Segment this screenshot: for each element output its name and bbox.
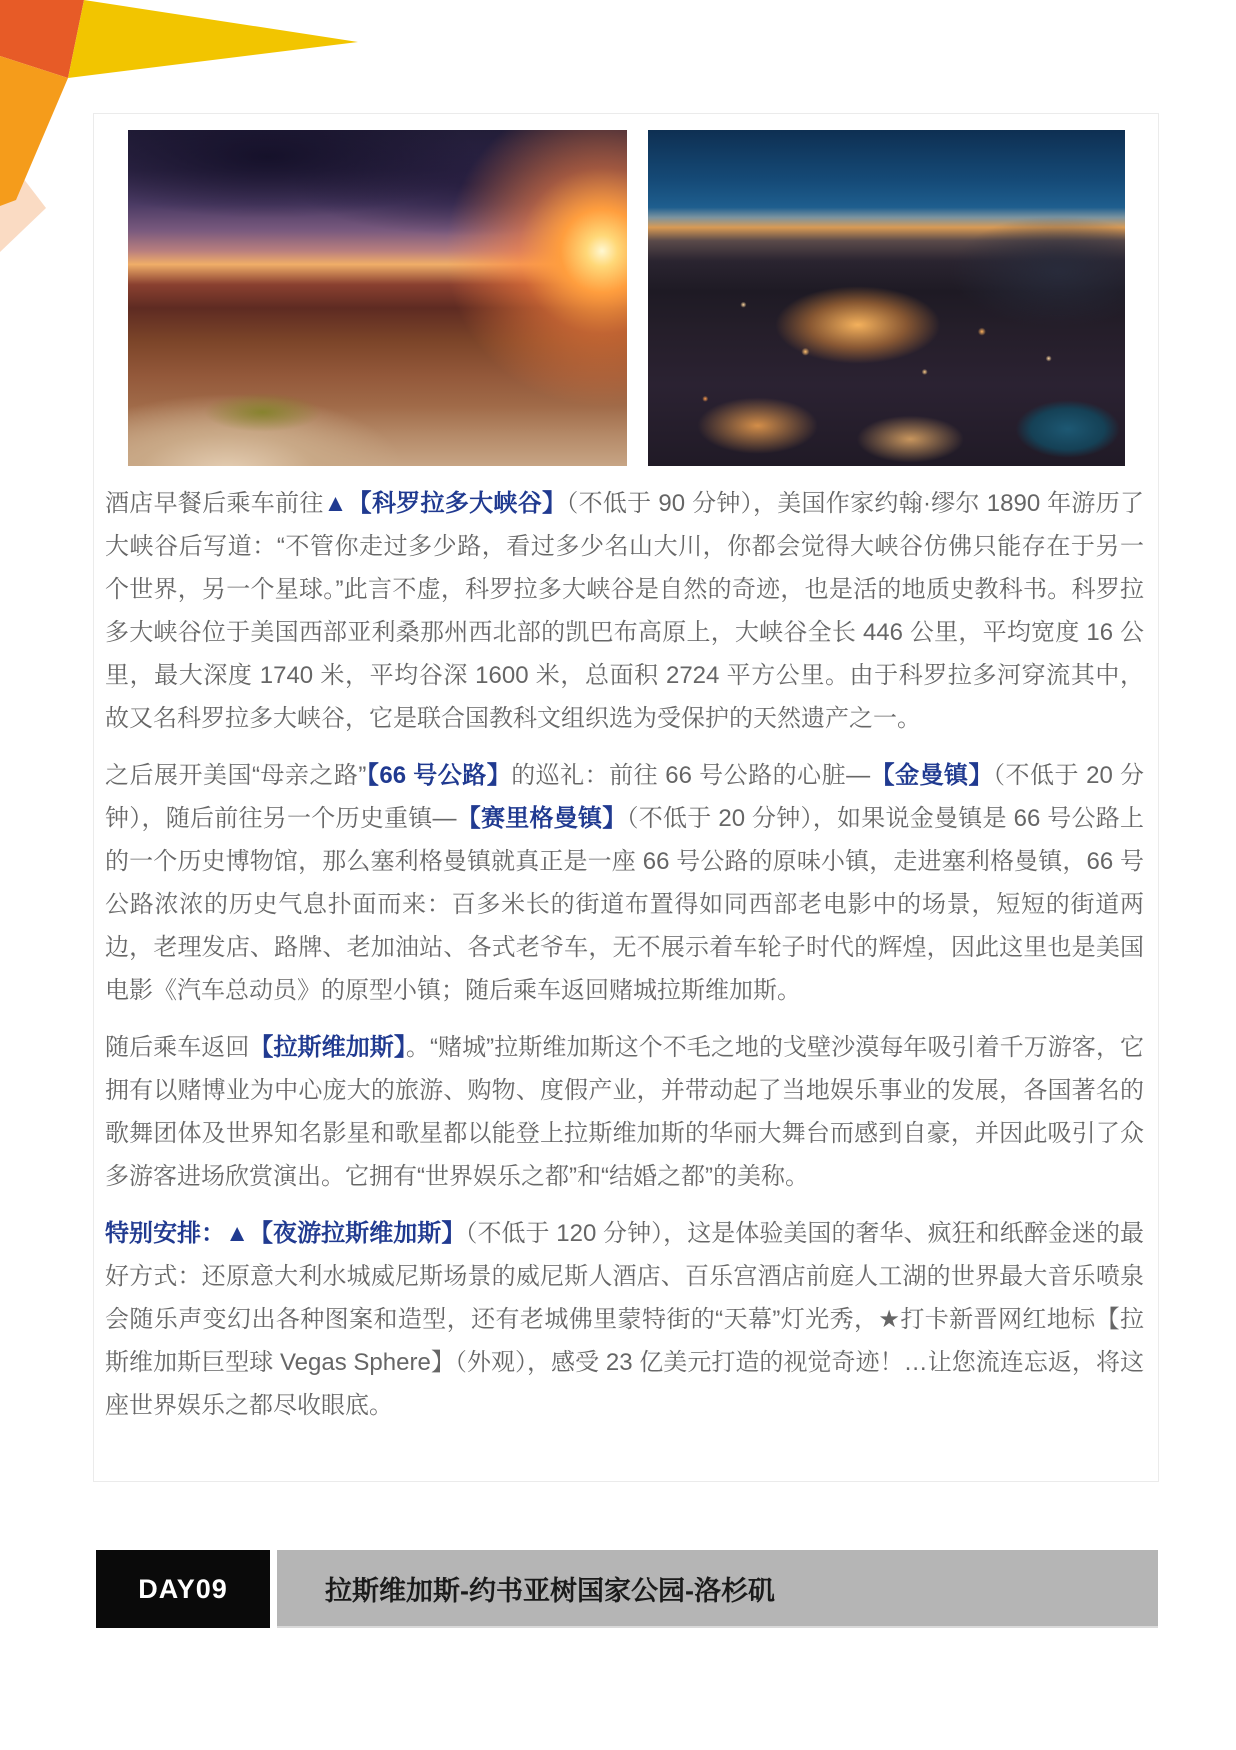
highlighted-attraction-text: 【拉斯维加斯】 — [249, 1034, 406, 1061]
highlighted-attraction-text: 特别安排：▲【夜游拉斯维加斯】 — [105, 1220, 466, 1247]
itinerary-paragraph — [105, 1026, 1144, 1198]
day-banner — [96, 1550, 1158, 1628]
decor-yellow-triangle — [68, 0, 358, 78]
itinerary-paragraph — [105, 754, 1144, 1012]
highlighted-attraction-text: ▲【科罗拉多大峡谷】 — [323, 490, 567, 517]
body-text: 之后展开美国“母亲之路” — [105, 762, 367, 789]
body-text: （不低于 90 分钟），美国作家约翰·缪尔 1890 年游历了大峡谷后写道：“不管你走过多少路，看过多少名山大川，你都会觉得大峡谷仿佛只能存在于另一个世界，另一个星球。”此言不虚，科罗拉多大峡谷是自然的奇迹，也是活的地质史教科书。科罗拉多大峡谷位于美国西部亚利桑那州西北部的凯巴布高原上，大峡谷全长 446 公里，平均宽度 16 公里，最大深度 1740 米，平均谷深 1600 米，总面积 2724 平方公里。由于科罗拉多河穿流其中，故又名科罗拉多大峡谷，它是联合国教科文组织选为受保护的天然遗产之一。 — [105, 490, 1145, 732]
itinerary-text — [94, 466, 1158, 1427]
highlighted-attraction-text: 【66 号公路】 — [366, 762, 512, 789]
body-text: 随后乘车返回 — [105, 1034, 250, 1061]
body-text: （不低于 20 分钟），如果说金曼镇是 66 号公路上的一个历史博物馆，那么塞利格曼镇就真正是一座 66 号公路的原味小镇，走进塞利格曼镇，66 号公路浓浓的历史气息扑面而来：百多米长的街道布置得如同西部老电影中的场景，短短的街道两边，老理发店、路牌、老加油站、各式老爷车，无不展示着车轮子时代的辉煌，因此这里也是美国电影《汽车总动员》的原型小镇；随后乘车返回赌城拉斯维加斯。 — [105, 805, 1145, 1004]
body-text: 酒店早餐后乘车前往 — [105, 490, 324, 517]
itinerary-content-box — [93, 113, 1159, 1482]
grand-canyon-photo — [128, 130, 627, 466]
las-vegas-photo — [648, 130, 1125, 466]
highlighted-attraction-text: 【金曼镇】 — [870, 762, 994, 789]
highlighted-attraction-text: 【赛里格曼镇】 — [456, 805, 627, 832]
route-title: 拉斯维加斯-约书亚树国家公园-洛杉矶 — [277, 1550, 1158, 1628]
body-text: （不低于 20 分钟），随后前往另一个历史重镇— — [105, 762, 1145, 832]
decor-orange-triangle — [0, 56, 68, 206]
photos-row — [94, 114, 1158, 466]
body-text: 的巡礼：前往 66 号公路的心脏— — [511, 762, 871, 789]
day-label: DAY09 — [96, 1550, 270, 1628]
itinerary-paragraph — [105, 1212, 1144, 1427]
body-text: 。“赌城”拉斯维加斯这个不毛之地的戈壁沙漠每年吸引着千万游客，它拥有以赌博业为中心庞大的旅游、购物、度假产业，并带动起了当地娱乐事业的发展，各国著名的歌舞团体及世界知名影星和歌星都以能登上拉斯维加斯的华丽大舞台而感到自豪，并因此吸引了众多游客进场欣赏演出。它拥有“世界娱乐之都”和“结婚之都”的美称。 — [105, 1034, 1145, 1190]
body-text: （不低于 120 分钟），这是体验美国的奢华、疯狂和纸醉金迷的最好方式：还原意大利水城威尼斯场景的威尼斯人酒店、百乐宫酒店前庭人工湖的世界最大音乐喷泉会随乐声变幻出各种图案和造型，还有老城佛里蒙特街的“天幕”灯光秀，★打卡新晋网红地标【拉斯维加斯巨型球 Vegas Sphere】（外观），感受 23 亿美元打造的视觉奇迹！…让您流连忘返，将这座世界娱乐之都尽收眼底。 — [105, 1220, 1144, 1419]
itinerary-paragraph — [105, 482, 1144, 740]
